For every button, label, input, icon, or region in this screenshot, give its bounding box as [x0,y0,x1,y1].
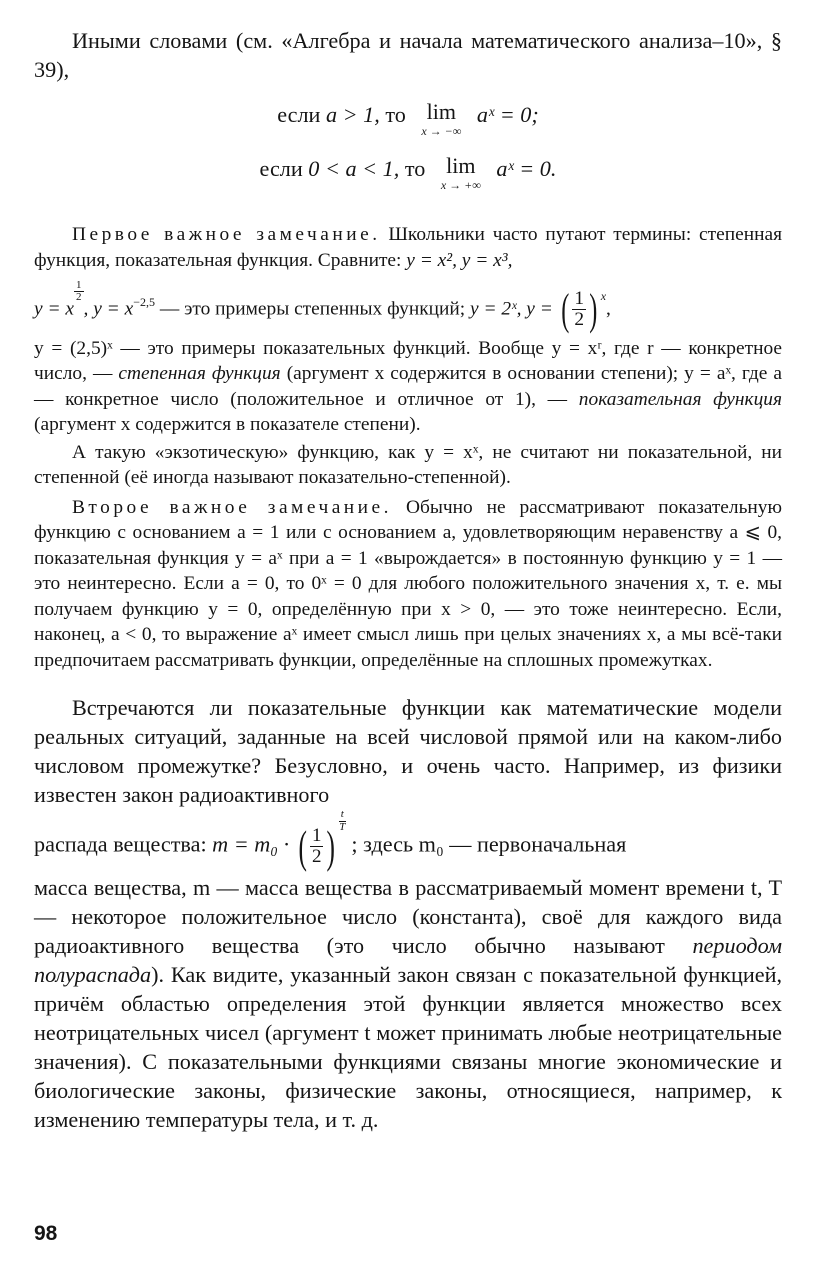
main-text: ). Как видите, указанный закон связан с показательной функцией, причём областью определения этой функции является множество всех неотрицательных чисел (аргумент t может принимать любые неотрицательные значения). С показательными функциями связаны многие экономические и биологические законы, физические законы, относящиеся, например, к изменению температуры тела, и т. д. [34,962,782,1133]
lim-subscript: x → −∞ [421,124,462,138]
remark-2-text: Обычно не рассматривают показательную функцию с основанием a = 1 или с основанием a, удовлетворяющим неравенству a ⩽ 0, показательная функция y = aˣ при a = 1 «вырождается» в постоянную функцию y = 1 — это неинтересно. Если a = 0, то 0ˣ = 0 для любого положительного значения x, т. е. мы получаем функцию y = 0, определённую при x > 0, — это тоже неинтересно. Если, наконец, a < 0, то выражение aˣ имеет смысл лишь при целых значениях x, а мы всё-таки предпочитаем рассматривать функции, определённые на сплошных промежутках. [34,496,782,671]
lim-subscript: x → +∞ [440,178,481,192]
limit-formula-1 [34,100,782,144]
exponent-numerator: t [340,808,344,821]
fraction-denominator: 2 [574,309,585,331]
remark-1-examples: y = x $\frac{1}{2}$ , $y = x^{-2,5}$ — это примеры степенных функций; y = 2ˣ, y = ( $\frac{1}{2}$ ) $^x$, [34,278,611,334]
math-y-x: y = x [34,298,74,320]
exponent-denominator: T [339,821,346,834]
formula-expression: aˣ = 0. [496,156,557,181]
remark-1-heading: Первое важное замечание. [72,224,381,245]
remark-1-text: — это примеры степенных функций; [159,298,466,320]
remark-1 [34,222,782,491]
intro-paragraph: Иными словами (см. «Алгебра и начала математического анализа–10», § 39), [34,28,782,82]
term-power-function: степенная функция [118,363,281,385]
exponent-fraction [339,809,346,833]
exponent-value: x [600,289,607,303]
decay-formula: m = m₀ · [212,832,290,858]
limit-operator [441,154,481,192]
page-content [34,26,782,1134]
formula-text: если [259,156,303,181]
math-y-x-neg: , y = x [83,298,134,320]
formula-condition: 0 < a < 1, [308,156,400,181]
page-number: 98 [34,1222,58,1245]
exponent-value: −2,5 [133,295,155,310]
remark-2-heading: Второе важное замечание. [72,496,393,518]
formula-text: то [404,156,426,181]
main-text: масса вещества, m — масса вещества в рассматриваемый момент времени t, T — некоторое положительное число (константа), своё для каждого вида радиоактивного вещества (это число обычно называют [34,875,782,959]
math-power-2: y = 2ˣ, y = [470,298,553,320]
remark-1-math: y = x², y = x³, [406,249,513,271]
decay-law-text: распада вещества: [34,832,207,858]
exponent-fraction [74,280,84,304]
remark-1-definitions [34,336,782,438]
term-exponential-function: показательная функция [578,388,782,410]
main-paragraph-2 [34,873,782,1134]
decay-law-line [34,809,782,873]
limit-formula-2 [34,154,782,204]
formula-expression: aˣ = 0; [476,102,539,127]
right-paren: ) [326,820,336,872]
fraction-denominator: 2 [311,846,322,868]
right-paren: ) [589,284,598,334]
left-paren: ( [298,820,307,872]
exponent-numerator: 1 [76,278,82,291]
remark-1-text: Школьники часто путают термины: степенная функция, показательная функция. Сравните: [34,224,782,271]
half-fraction [310,826,324,867]
limit-operator [421,100,461,138]
remark-1-text: (аргумент x содержится в основании степени); y = aˣ, где a — конкретное число (положительное и отличное от 1), — [34,363,782,410]
left-paren: ( [560,284,570,334]
main-paragraph-1: Встречаются ли показательные функции как математические модели реальных ситуаций, заданные на всей числовой прямой или на каком-либо числовом промежутке? Безусловно, и очень часто. Например, из физики известен закон радиоактивного [34,695,782,808]
formula-text: если [277,102,321,127]
main-section [34,693,782,1134]
decay-law-text: ; здесь m₀ — первоначальная [351,832,627,858]
exponent-denominator: 2 [76,291,82,304]
lim-word: lim [446,153,476,178]
half-fraction [572,289,586,331]
remark-2 [34,495,782,674]
term-half-life: периодом полураспада [34,933,783,988]
fraction-numerator: 1 [574,288,585,310]
lim-word: lim [426,99,457,124]
remark-1-text: (аргумент x содержится в показателе степени). [34,414,421,436]
exotic-function-paragraph: А такую «экзотическую» функцию, как y = xˣ, не считают ни показательной, ни степенной (её иногда называют показательно-степенной). [34,441,782,489]
fraction-numerator: 1 [311,825,322,847]
remark-1-text: y = (2,5)ˣ — это примеры показательных функций. Вообще y = xʳ, где r — конкретное число, — [34,337,782,385]
formula-condition: a > 1, [325,102,380,127]
formula-text: то [385,102,406,127]
